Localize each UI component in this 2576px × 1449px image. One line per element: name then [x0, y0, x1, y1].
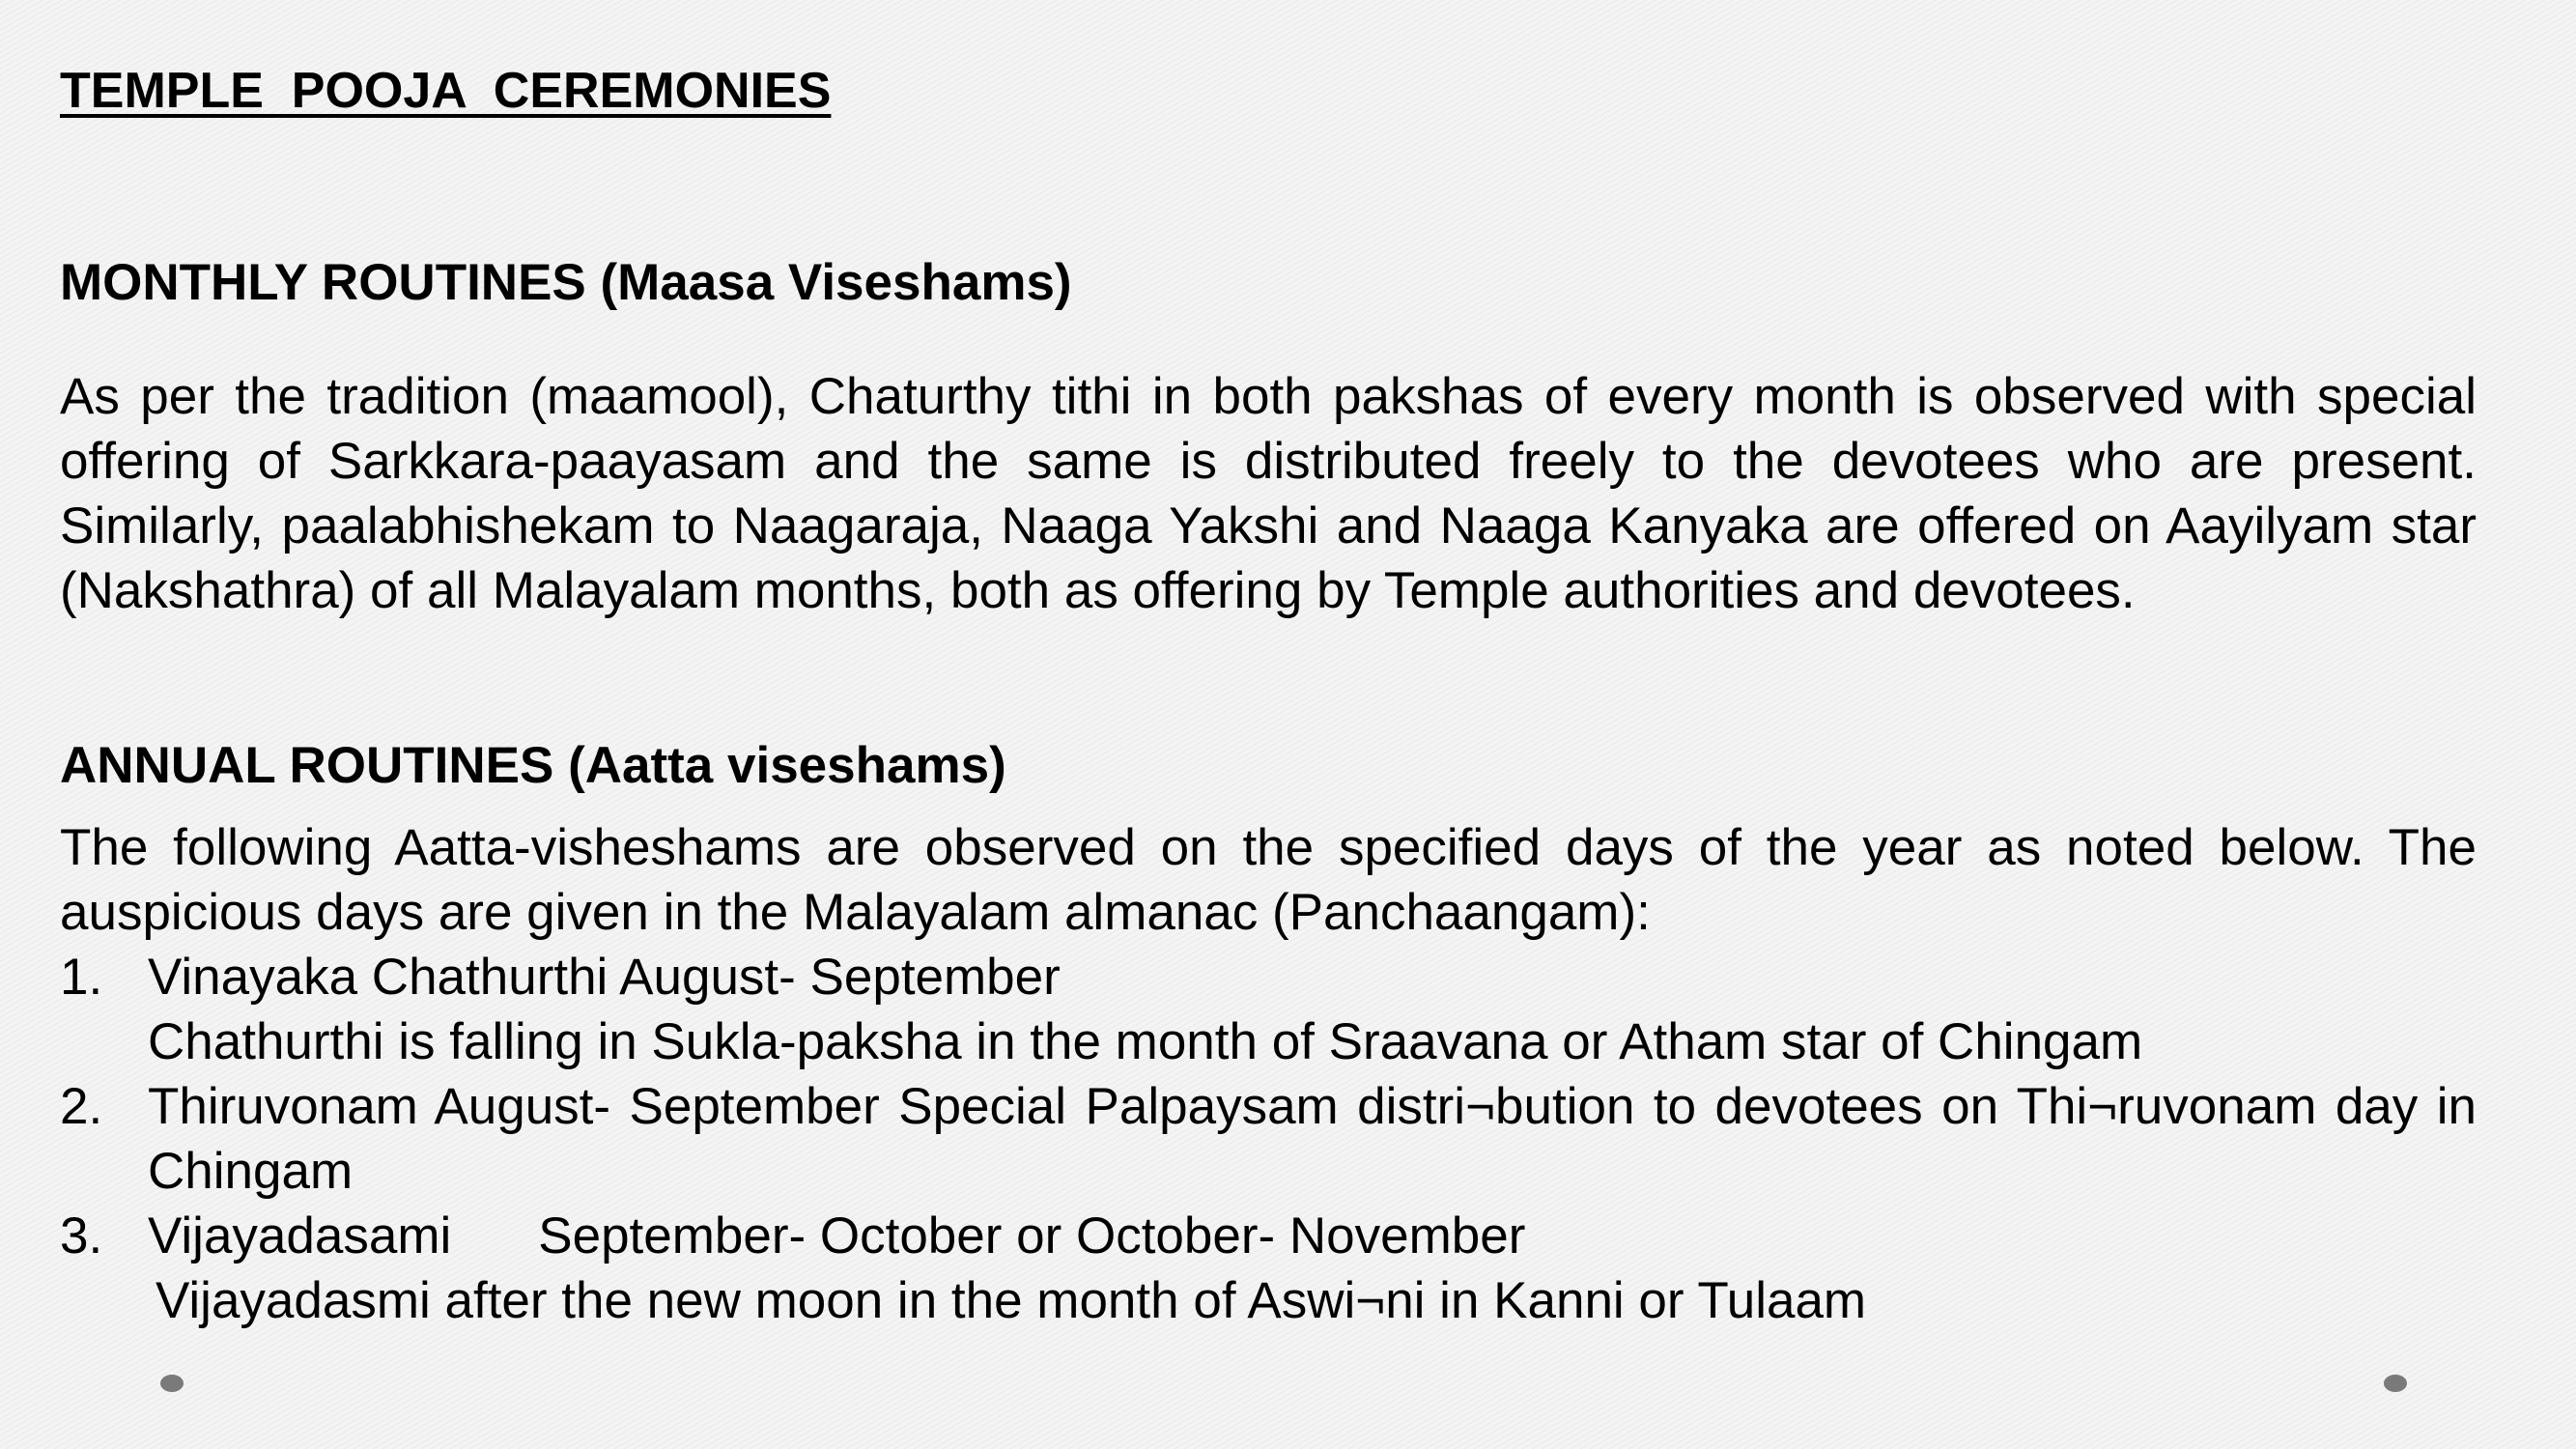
annual-routines-list	[60, 945, 2477, 1333]
list-item-vinayaka-chathurthi	[60, 945, 2477, 1074]
festival-period: August- September	[619, 949, 1061, 1006]
decorative-dot-left	[160, 1375, 184, 1392]
list-item-number: 3.	[60, 1208, 103, 1264]
festival-name: Thiruvonam	[148, 1078, 418, 1135]
list-item-vijayadasami	[60, 1204, 2477, 1333]
monthly-routines-heading: MONTHLY ROUTINES (Maasa Viseshams)	[60, 254, 1072, 311]
festival-period: August- September	[434, 1078, 880, 1135]
list-item-thiruvonam	[60, 1074, 2477, 1204]
annual-routines-intro: The following Aatta-visheshams are observed on the specified days of the year as noted below. The auspicious days are given in the Malayalam almanac (Panchaangam):	[60, 819, 2477, 941]
list-item-number: 2.	[60, 1078, 103, 1135]
list-item-number: 1.	[60, 949, 103, 1006]
festival-detail: Special Palpaysam distri¬bution to devotees on Thi¬ruvonam day in Chingam	[148, 1078, 2477, 1200]
festival-detail: Chathurthi is falling in Sukla-paksha in the month of Sraavana or Atham star of Chingam	[148, 1013, 2143, 1070]
festival-detail: Vijayadasmi after the new moon in the month of Aswi¬ni in Kanni or Tulaam	[156, 1272, 1867, 1329]
festival-period: September- October or October- November	[538, 1208, 1526, 1264]
decorative-dot-right	[2384, 1375, 2407, 1392]
monthly-routines-paragraph: As per the tradition (maamool), Chaturthy tithi in both pakshas of every month is observed with special offering of Sarkkara-paayasam and the same is distributed freely to the devotees who are present. Similarly, paalabhishekam to Naagaraja, Naaga Yakshi and Naaga Kanyaka are offered on Aayilyam star (Nakshathra) of all Malayalam months, both as offering by Temple authorities and devotees.	[60, 368, 2477, 619]
page-title: TEMPLE POOJA CEREMONIES	[60, 63, 832, 119]
festival-name: Vinayaka Chathurthi	[148, 949, 609, 1006]
annual-routines-heading: ANNUAL ROUTINES (Aatta viseshams)	[60, 737, 1006, 794]
festival-name: Vijayadasami	[148, 1208, 452, 1264]
